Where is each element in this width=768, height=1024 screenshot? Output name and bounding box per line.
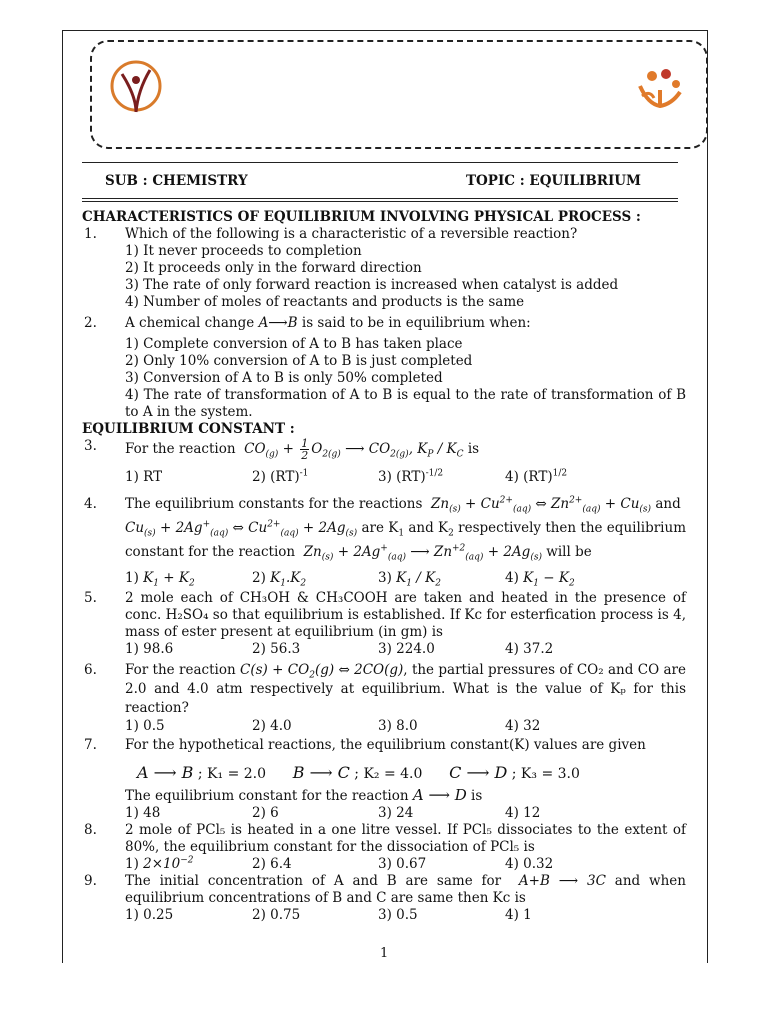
option: 1) $2\times 10^{-2}$ xyxy=(125,855,194,872)
question-text: The initial concentration of A and B are same for xyxy=(125,873,502,889)
reaction-formula: A+B ⟶ 3C xyxy=(510,873,606,889)
option: 1) 0.25 xyxy=(125,907,174,923)
question-8 xyxy=(82,822,686,856)
question-number: 9. xyxy=(84,873,97,889)
question-text: The equilibrium constant for the reaction A ⟶ D is xyxy=(125,786,483,804)
reaction-formula: $CO_{(g)}$ + $\frac{1}{2}$ $O_{2(g)}$ ⟶ $CO_{2(g)}$, $K_P / K_C$ xyxy=(239,437,464,462)
reaction-formula: $Zn_{(s)} + 2Ag^+_{(aq)}$ ⟶ $Zn^{+2}_{(aq)} + 2Ag_{(s)}$ xyxy=(299,543,542,563)
option: 3) 24 xyxy=(378,805,414,821)
option: 3) 224.0 xyxy=(378,641,435,657)
option: 4) 12 xyxy=(505,805,541,821)
question-text: is said to be in equilibrium when: xyxy=(301,315,531,331)
option: 1) It never proceeds to completion xyxy=(125,243,362,259)
question-number: 2. xyxy=(84,315,97,331)
question-6 xyxy=(82,661,686,718)
divider-top xyxy=(82,162,678,163)
question-5 xyxy=(82,590,686,641)
option: 2) Only 10% conversion of A to B is just completed xyxy=(125,353,473,369)
question-text: and K xyxy=(408,520,449,536)
question-text: A chemical change xyxy=(125,315,255,331)
options-row xyxy=(82,570,686,587)
question-text: constant for the reaction xyxy=(125,544,296,560)
question-text: , the partial pressures of CO₂ and CO are 2.0 and 4.0 atm respectively at equilibrium. What is the value of Kₚ for this reaction? xyxy=(125,662,686,716)
question-number: 7. xyxy=(84,737,97,753)
options-row xyxy=(82,641,686,658)
question-2 xyxy=(82,315,686,332)
question-text: will be xyxy=(546,544,592,560)
option: 4) 37.2 xyxy=(505,641,554,657)
option: 2) 56.3 xyxy=(252,641,301,657)
question-text: and xyxy=(655,496,681,512)
option: 2) 0.75 xyxy=(252,907,301,923)
question-number: 4. xyxy=(84,496,97,512)
option: 2) 6 xyxy=(252,805,279,821)
question-text: 2 mole of PCl₅ is heated in a one litre vessel. If PCl₅ dissociates to the extent of 80%, the equilibrium constant for the dissociation of PCl₅ is xyxy=(125,822,686,855)
option: 3) 8.0 xyxy=(378,718,418,734)
option: 3) 0.5 xyxy=(378,907,418,923)
option: 2) It proceeds only in the forward direction xyxy=(125,260,422,276)
question-text: Which of the following is a characteristic of a reversible reaction? xyxy=(125,226,578,242)
topic-label: TOPIC : EQUILIBRIUM xyxy=(466,173,642,189)
page-number: 1 xyxy=(380,946,389,961)
options-row xyxy=(82,469,686,486)
question-text: and when equilibrium concentrations of B and C are same then Kc is xyxy=(125,873,686,906)
question-number: 3. xyxy=(84,438,97,454)
question-4: 4. The equilibrium constants for the reactions $Zn_{(s)} + Cu^{2+}_{(aq)}$ ⇔ $Zn^{2+}_{(aq)} + Cu_{(s)}$ and $Cu_{(s)} + 2Ag^+_{(aq)}$ ⇔ $Cu^{2+}_{(aq)} + 2Ag_{(s)}$ are $K_1$ and $K_2$ respectively then the equilibrium constant for the reaction $Zn_{(s)} + 2Ag^+_{(aq)}$ ⟶ $Zn^{+2}_{(aq)} + 2Ag_{(s)}$ will be xyxy=(82,492,686,564)
reaction-formula: $Cu_{(s)} + 2Ag^+_{(aq)}$ ⇔ $Cu^{2+}_{(aq)} + 2Ag_{(s)}$ xyxy=(125,519,358,539)
question-content xyxy=(82,209,686,924)
question-text: For the reaction xyxy=(125,662,236,678)
divider-bottom xyxy=(82,198,678,199)
option: 2) $K_1.K_2$ xyxy=(252,570,307,589)
question-text: For the hypothetical reactions, the equilibrium constant(K) values are given xyxy=(125,737,646,753)
question-number: 6. xyxy=(84,662,97,678)
options-row xyxy=(82,805,686,822)
question-number: 5. xyxy=(84,590,97,606)
option: 1) RT xyxy=(125,469,163,485)
question-1 xyxy=(82,226,686,243)
option: 1) Complete conversion of A to B has taken place xyxy=(125,336,463,352)
option: 4) 1 xyxy=(505,907,532,923)
option: 4) Number of moles of reactants and products is the same xyxy=(125,294,525,310)
question-text: For the reaction xyxy=(125,441,236,457)
option: 1) 0.5 xyxy=(125,718,165,734)
question-7 xyxy=(82,737,686,754)
section-heading-constant: EQUILIBRIUM CONSTANT : xyxy=(82,421,295,437)
options-row xyxy=(82,856,686,873)
question-number: 1. xyxy=(84,226,97,242)
reaction-formula: $C(s) + CO_2(g)$ ⇔ 2CO(g) xyxy=(240,662,404,681)
question-9 xyxy=(82,873,686,907)
option: 3) 0.67 xyxy=(378,856,427,872)
option: 4) 32 xyxy=(505,718,541,734)
question-text: 2 mole each of CH₃OH & CH₃COOH are taken and heated in the presence of conc. H₂SO₄ so that equilibrium is established. If Kc for esterfication process is 4, mass of ester present at equilibrium (in gm) is xyxy=(125,590,686,640)
option: 3) $K_1 / K_2$ xyxy=(378,570,441,589)
reaction-formula: $Zn_{(s)} + Cu^{2+}_{(aq)}$ ⇔ $Zn^{2+}_{(aq)} + Cu_{(s)}$ xyxy=(426,495,652,515)
option: 3) (RT)$^{-1/2}$ xyxy=(378,468,444,485)
section-heading-physical: CHARACTERISTICS OF EQUILIBRIUM INVOLVING PHYSICAL PROCESS : xyxy=(82,209,641,225)
question-text: respectively then the equilibrium xyxy=(458,520,686,536)
option: 4) The rate of transformation of A to B is equal to the rate of transformation of B to A in the system. xyxy=(125,387,686,420)
option: 1) $K_1 + K_2$ xyxy=(125,570,195,589)
option: 3) Conversion of A to B is only 50% completed xyxy=(125,370,443,386)
option: 4) (RT)$^{1/2}$ xyxy=(505,468,568,485)
question-text: are K xyxy=(361,520,399,536)
option: 1) 98.6 xyxy=(125,641,174,657)
question-text: is xyxy=(467,441,480,457)
reaction-formula: A⟶B xyxy=(258,315,298,331)
option: 2) (RT)$^{-1}$ xyxy=(252,468,309,485)
reaction-list: A ⟶ B ; K₁ = 2.0 B ⟶ C ; K₂ = 4.0 C ⟶ D ; K₃ = 3.0 xyxy=(137,763,580,782)
question-3 xyxy=(82,438,686,461)
option: 3) The rate of only forward reaction is increased when catalyst is added xyxy=(125,277,619,293)
question-text: The equilibrium constants for the reactions xyxy=(125,496,423,512)
option: 4) 0.32 xyxy=(505,856,554,872)
options-row xyxy=(82,718,686,735)
divider-bottom-2 xyxy=(82,201,678,202)
question-number: 8. xyxy=(84,822,97,838)
option: 2) 6.4 xyxy=(252,856,292,872)
options-row xyxy=(82,907,686,924)
option: 4) $K_1 - K_2$ xyxy=(505,570,575,589)
option: 1) 48 xyxy=(125,805,161,821)
subject-label: SUB : CHEMISTRY xyxy=(105,173,248,189)
option: 2) 4.0 xyxy=(252,718,292,734)
